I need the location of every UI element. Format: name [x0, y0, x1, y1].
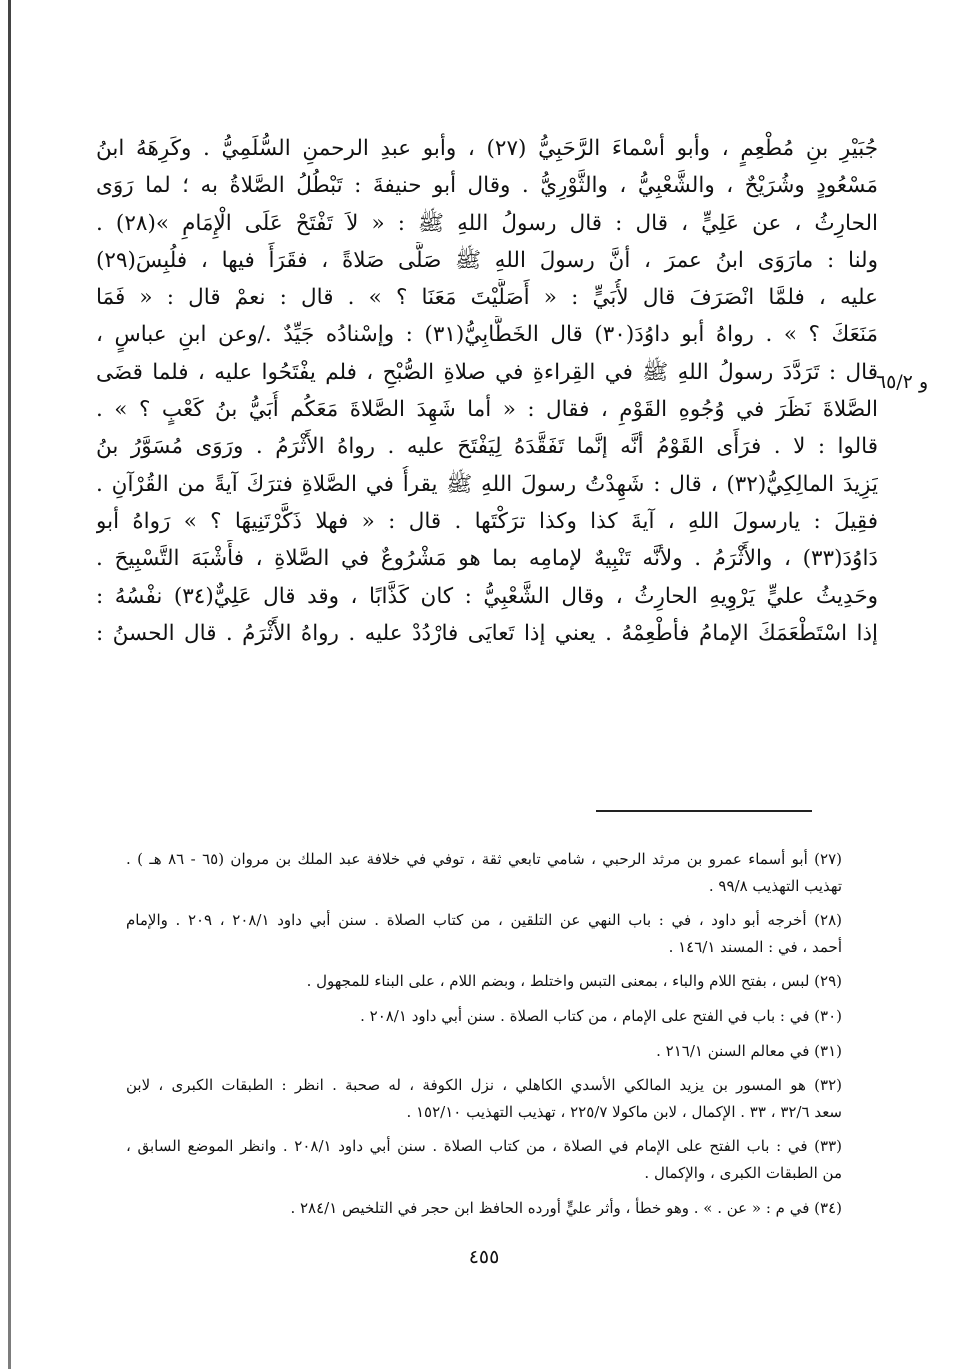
margin-folio-reference: و ٦٥/٢ — [875, 371, 929, 393]
text-line: إذا اسْتَطْعَمَكَ الإمامُ فأطْعِمْهُ . يعني إذا تَعايَى فارْدُدْ عليه . رواهُ الأَثْرَمُ . قال الحسنُ : — [96, 620, 878, 646]
text-line: وحَدِيثُ عليٍّ يَرْوِيهِ الحارِثُ ، وقال الشَّعْبِيُّ : كان كَذَّابًا ، وقد قال عَلِيٌّ(٣٤) نفْسُهُ : — [96, 583, 878, 609]
footnote-line: (٣٤) في م : « عن . » . وهو خطأ ، وأثر عليٍّ أورده الحافظ ابن حجر في التلخيص ٢٨٤/١ . — [290, 1198, 842, 1217]
text-line: فقِيلَ : يارسولَ اللهِ ، آيةَ كذا وكذا ترَكْتَها . قال : « فهلا ذَكَّرْتَنِيهَا ؟ » رَواهُ أبو — [96, 508, 878, 534]
footnote-line: من الطبقات الكبرى ، والإكمال . — [644, 1163, 842, 1182]
footnotes-block — [126, 846, 842, 1221]
footnote-line: (٣٣) في : باب الفتح على الإمام في الصلاة ، من كتاب الصلاة . سنن أبي داود ٢٠٨/١ . وانظر الموضع السابق ، — [126, 1137, 842, 1156]
main-text-block — [96, 130, 878, 652]
text-line: عليه ، فلمَّا انْصَرَفَ قال لأُبَيٍّ : « أَصَلَّيْتَ مَعَنَا ؟ » . قال : نعمْ قال : « فَمَا — [96, 285, 878, 311]
footnote-line: (٢٩) لبس ، بفتح اللام والباء ، بمعنى التبس واختلط ، وبضم اللام ، على البناء للمجهول . — [306, 972, 842, 991]
footnote-line: تهذيب التهذيب ٩٩/٨ . — [708, 876, 842, 895]
page-number: ٤٥٥ — [468, 1246, 500, 1268]
text-line: جُبَيْرِ بنِ مُطْعِمٍ ، وأبو أسْماءَ الرَّحَبِيُّ (٢٧) ، وأبو عبدِ الرحمنِ السُّلَمِيُّ . وكَرِهَهُ ابنُ — [96, 136, 878, 161]
footnote-line: (٢٨) أخرجه أبو داود ، في : باب النهي عن التلقين ، من كتاب الصلاة . سنن أبي داود ٢٠٨/١ ، ٢٠٩ . والإمام — [126, 911, 842, 930]
scan-edge-line — [8, 0, 11, 1369]
text-line: مَسْعُودٍ وشُرَيْحٌ ، والشَّعْبِيُّ ، والثَّوْرِيُّ . وقال أبو حنيفةَ : تَبْطُلُ الصَّلاةُ به ؛ لما رَوَى — [96, 173, 878, 199]
text-line: قال : تَرَدَّدَ رسولُ اللهِ ﷺ في القِراءةِ في صلاةِ الصُّبْحِ ، فلم يفْتَحُوا عليه ، فلما قضَى — [96, 359, 878, 385]
text-line: الحارِثُ ، عن عَلِيٍّ ، قال : قال رسولُ اللهِ ﷺ : « لاَ تَفْتَحْ عَلَى الْإِمَامِ »(٢٨) . — [96, 210, 878, 236]
footnote-line: (٢٧) أبو أسماء عمرو بن مرثد الرحبي ، شامي تابعي ثقة ، توفي في خلافة عبد الملك بن مروان (٦٥ - ٨٦ هـ ) . — [126, 850, 842, 868]
text-line: قالوا : لا . فرَأَى القَوْمُ أنَّه إنَّما تَفَقَّدَهُ لِيَفْتَحَ عليه . رواهُ الأَثْرَمُ . ورَوَى مُسَوَّرُ بنُ — [96, 434, 878, 460]
text-line: يَزِيدَ المالِكِيُّ(٣٢) ، قال : شَهِدْتُ رسولَ اللهِ ﷺ يقرأُ في الصَّلاةِ فترَكَ آيةً من القُرْآنِ . — [96, 471, 878, 497]
text-line: دَاوُدَ(٣٣) ، والأَثْرَمُ . ولأنَّه تَنْبِيهٌ لإمامِه بما هو مَشْرُوعٌ في الصَّلاةِ ، فأَشْبَهَ التَّسْبِيحَ . — [96, 546, 878, 572]
footnote-line: (٣٠) في : باب في الفتح على الإمام ، من كتاب الصلاة . سنن أبي داود ٢٠٨/١ . — [360, 1006, 842, 1025]
footnote-line: (٣٢) هو المسور بن يزيد المالكي الأسدي الكاهلي ، نزل الكوفة ، له صحبة . انظر : الطبقات الكبرى ، لابن — [126, 1076, 842, 1095]
text-line: الصَّلاةَ نَظَرَ في وُجُوهِ القَوْمِ ، فقال : « أما شَهِدَ الصَّلاةَ مَعَكُم أُبَيُّ بنُ كَعْبٍ ؟ » . — [96, 397, 878, 423]
text-line: ولنا : مارَوَى ابنُ عمرَ ، أنَّ رسولَ اللهِ ﷺ صَلَّى صَلاةً ، فقَرَأَ فيها ، فلُبِسَ(٢٩) — [96, 247, 878, 273]
footnote-line: (٣١) في معالم السنن ٢١٦/١ . — [656, 1041, 842, 1060]
text-line: مَنَعَكَ ؟ » . رواهُ أبو داوُدَ(٣٠) قال الخَطَّابِيُّ(٣١) : وإسْنادُه جَيِّدٌ ./وعن ابنِ عباسٍ ، — [96, 322, 878, 348]
footnote-divider — [596, 810, 812, 812]
footnote-line: سعد ٣٢/٦ ، ٣٣ . الإكمال ، لابن ماكولا ٢٢٥/٧ ، تهذيب التهذيب ١٥٢/١٠ . — [406, 1102, 842, 1121]
footnote-line: أحمد ، في : المسند ١٤٦/١ . — [668, 937, 842, 956]
